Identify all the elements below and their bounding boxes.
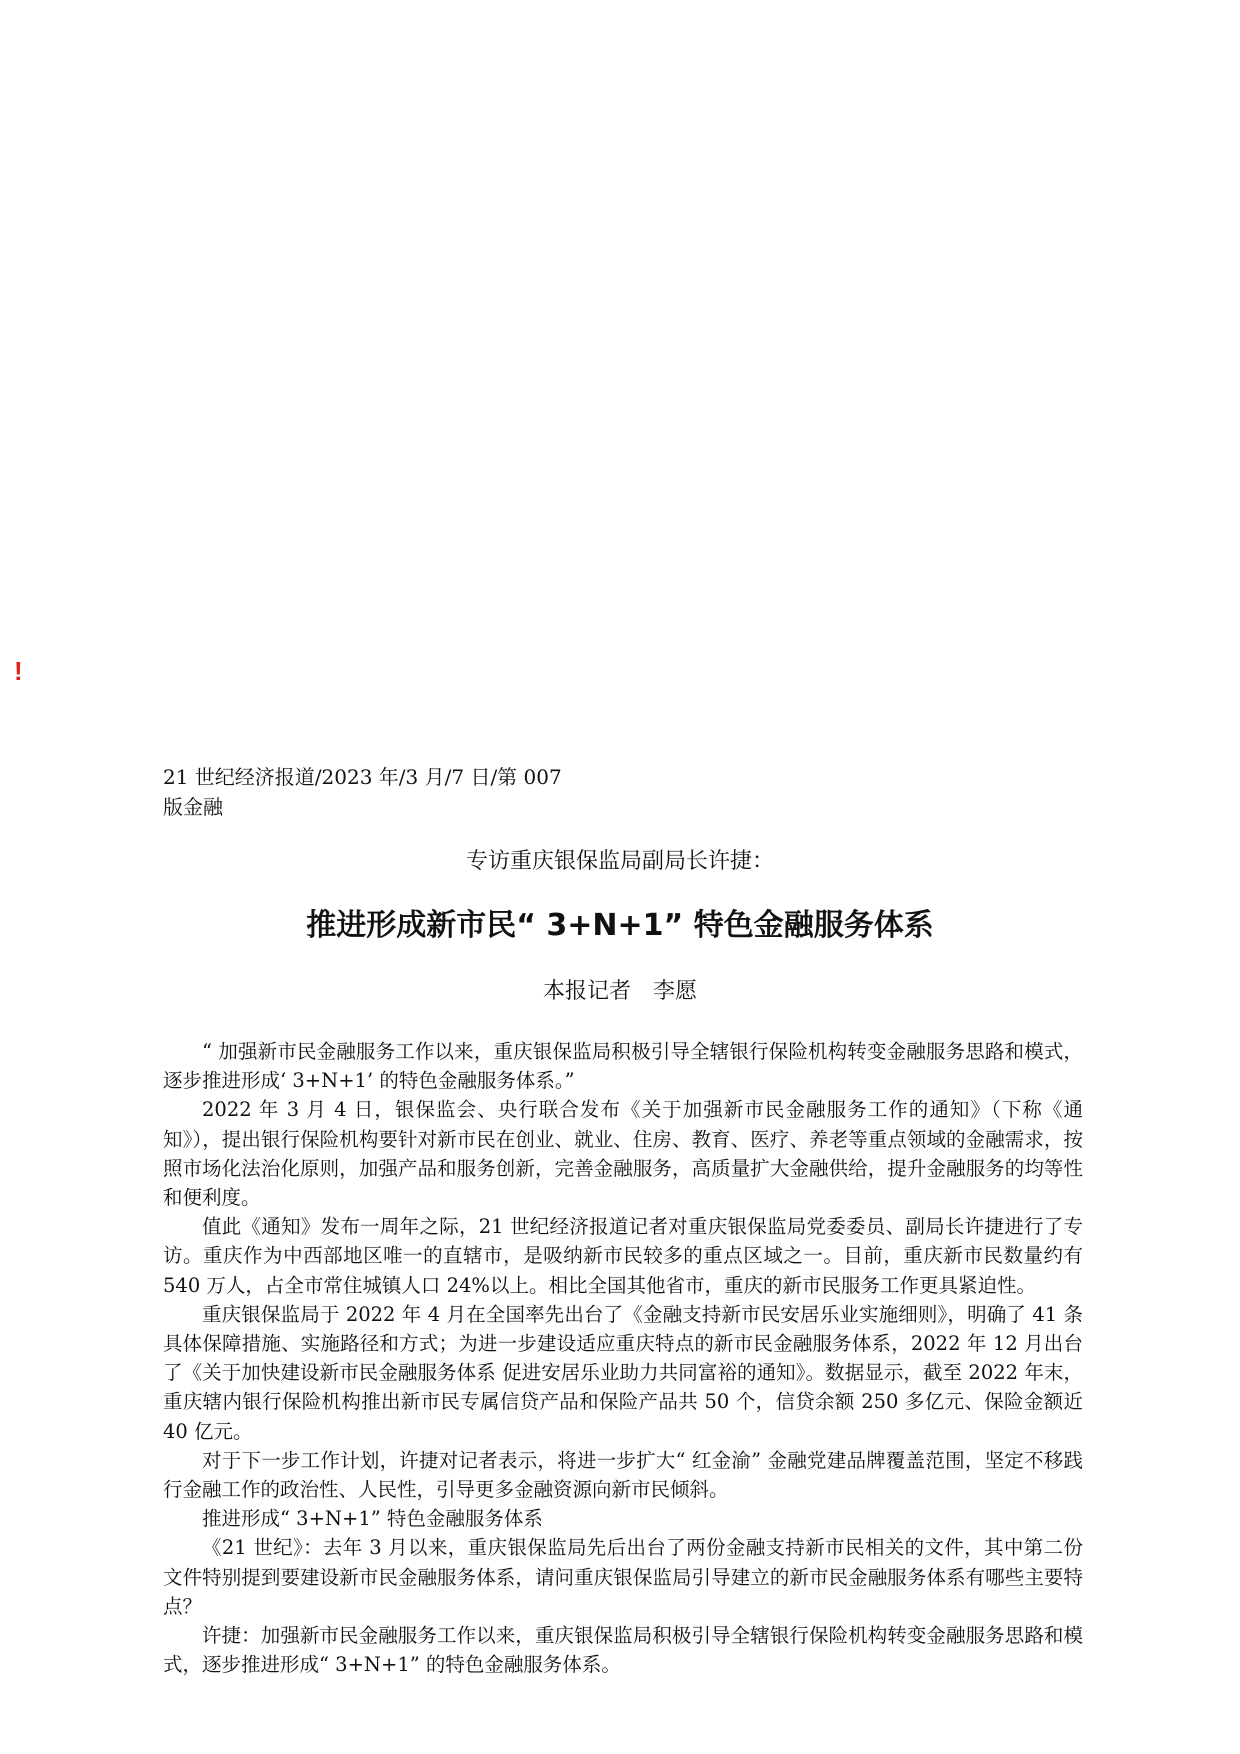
source-line-1: 21 世纪经济报道/2023 年/3 月/7 日/第 007: [163, 765, 562, 789]
paragraph: “ 加强新市民金融服务工作以来，重庆银保监局积极引导全辖银行保险机构转变金融服务思路和模式，逐步推进形成‘ 3+N+1’ 的特色金融服务体系。”: [163, 1040, 1083, 1093]
alert-marker: !: [14, 656, 23, 686]
paragraph: 对于下一步工作计划，许捷对记者表示，将进一步扩大“ 红金渝” 金融党建品牌覆盖范围，坚定不移践行金融工作的政治性、人民性，引导更多金融资源向新市民倾斜。: [163, 1448, 1083, 1502]
paragraph: 许捷：加强新市民金融服务工作以来，重庆银保监局积极引导全辖银行保险机构转变金融服务思路和模式，逐步推进形成“ 3+N+1” 的特色金融服务体系。: [163, 1624, 1083, 1677]
source-line-2: 版金融: [163, 795, 223, 819]
article-body: [163, 1037, 1083, 1679]
source-line: [163, 762, 562, 822]
paragraph: 值此《通知》发布一周年之际，21 世纪经济报道记者对重庆银保监局党委委员、副局长许捷进行了专访。重庆作为中西部地区唯一的直辖市，是吸纳新市民较多的重点区域之一。目前，重庆新市民数量约有 540 万人，占全市常住城镇人口 24%以上。相比全国其他省市，重庆的新市民服务工作更具紧迫性。: [163, 1215, 1083, 1297]
paragraph: 《21 世纪》：去年 3 月以来，重庆银保监局先后出台了两份金融支持新市民相关的文件，其中第二份文件特别提到要建设新市民金融服务体系，请问重庆银保监局引导建立的新市民金融服务体系有哪些主要特点？: [163, 1536, 1083, 1618]
article-subtitle: 专访重庆银保监局副局长许捷：: [465, 849, 774, 874]
paragraph: 2022 年 3 月 4 日，银保监会、央行联合发布《关于加强新市民金融服务工作的通知》（下称《通知》），提出银行保险机构要针对新市民在创业、就业、住房、教育、医疗、养老等重点领域的金融需求，按照市场化法治化原则，加强产品和服务创新，完善金融服务，高质量扩大金融供给，提升金融服务的均等性和便利度。: [163, 1098, 1083, 1210]
paragraph: 重庆银保监局于 2022 年 4 月在全国率先出台了《金融支持新市民安居乐业实施细则》，明确了 41 条具体保障措施、实施路径和方式；为进一步建设适应重庆特点的新市民金融服务体系，2022 年 12 月出台了《关于加快建设新市民金融服务体系 促进安居乐业助力共同富裕的通知》。数据显示，截至 2022 年末，重庆辖内银行保险机构推出新市民专属信贷产品和保险产品共 50 个，信贷余额 250 多亿元、保险金额近 40 亿元。: [163, 1302, 1083, 1443]
article-title: 推进形成新市民“ 3+N+1” 特色金融服务体系: [306, 908, 934, 943]
article-byline: 本报记者 李愿: [542, 979, 697, 1004]
section-heading: 推进形成“ 3+N+1” 特色金融服务体系: [202, 1507, 543, 1531]
